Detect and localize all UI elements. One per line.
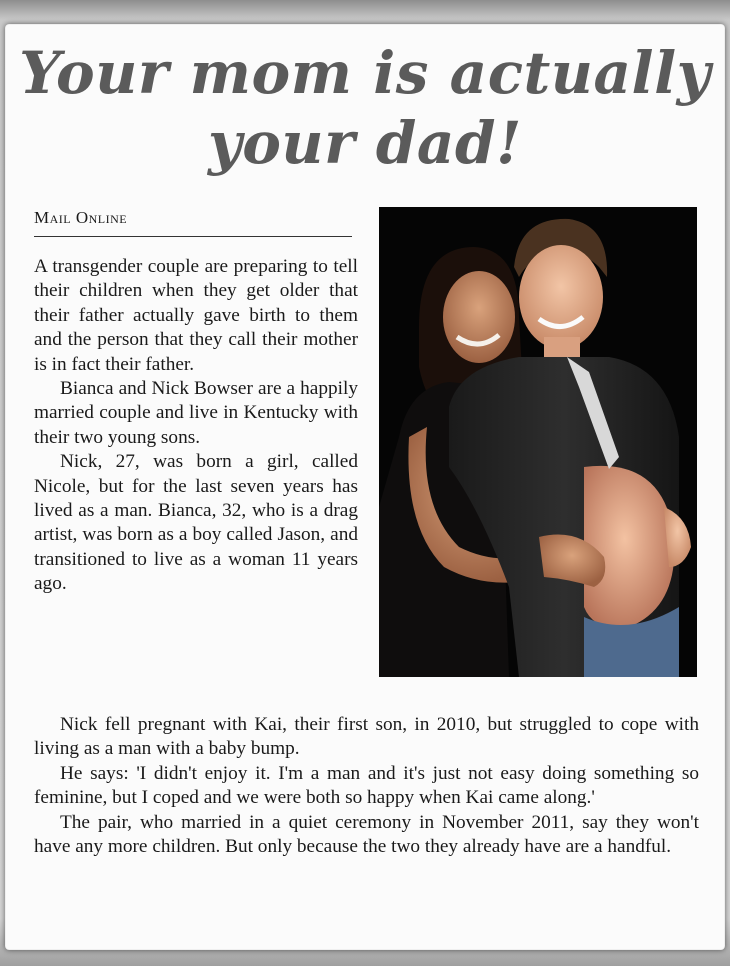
paragraph-4: Nick fell pregnant with Kai, their first son, in 2010, but struggled to cope with living as a man with a baby bump. [34, 714, 699, 760]
paragraph-6: The pair, who married in a quiet ceremony in November 2011, say they won't have any more children. But only because the two they already have are a handful. [34, 811, 699, 858]
paragraph-2: Bianca and Nick Bowser are a happily married couple and live in Kentucky with their two young sons. [34, 378, 358, 448]
newspaper-clipping [5, 24, 725, 950]
article-column-wide [34, 713, 699, 859]
couple-photo [379, 207, 697, 677]
byline: Mail Online [34, 208, 352, 237]
article-column-narrow [34, 255, 358, 597]
paragraph-3: Nick, 27, was born a girl, called Nicole, but for the last seven years has lived as a man. Bianca, 32, who is a drag artist, was born as a boy called Jason, and transitioned to live as a woman 11 years ago. [34, 451, 358, 595]
paragraph-1: A transgender couple are preparing to tell their children when they get older that their father actually gave birth to them and the person that they call their mother is in fact their father. [34, 256, 358, 375]
headline-line-2: your dad! [208, 109, 522, 177]
headline [5, 38, 725, 178]
paragraph-5: He says: 'I didn't enjoy it. I'm a man and it's just not easy doing something so feminine, but I coped and we were both so happy when Kai came along.' [34, 762, 699, 809]
couple-photo-illustration [379, 207, 697, 677]
headline-line-1: Your mom is actually [19, 39, 711, 107]
